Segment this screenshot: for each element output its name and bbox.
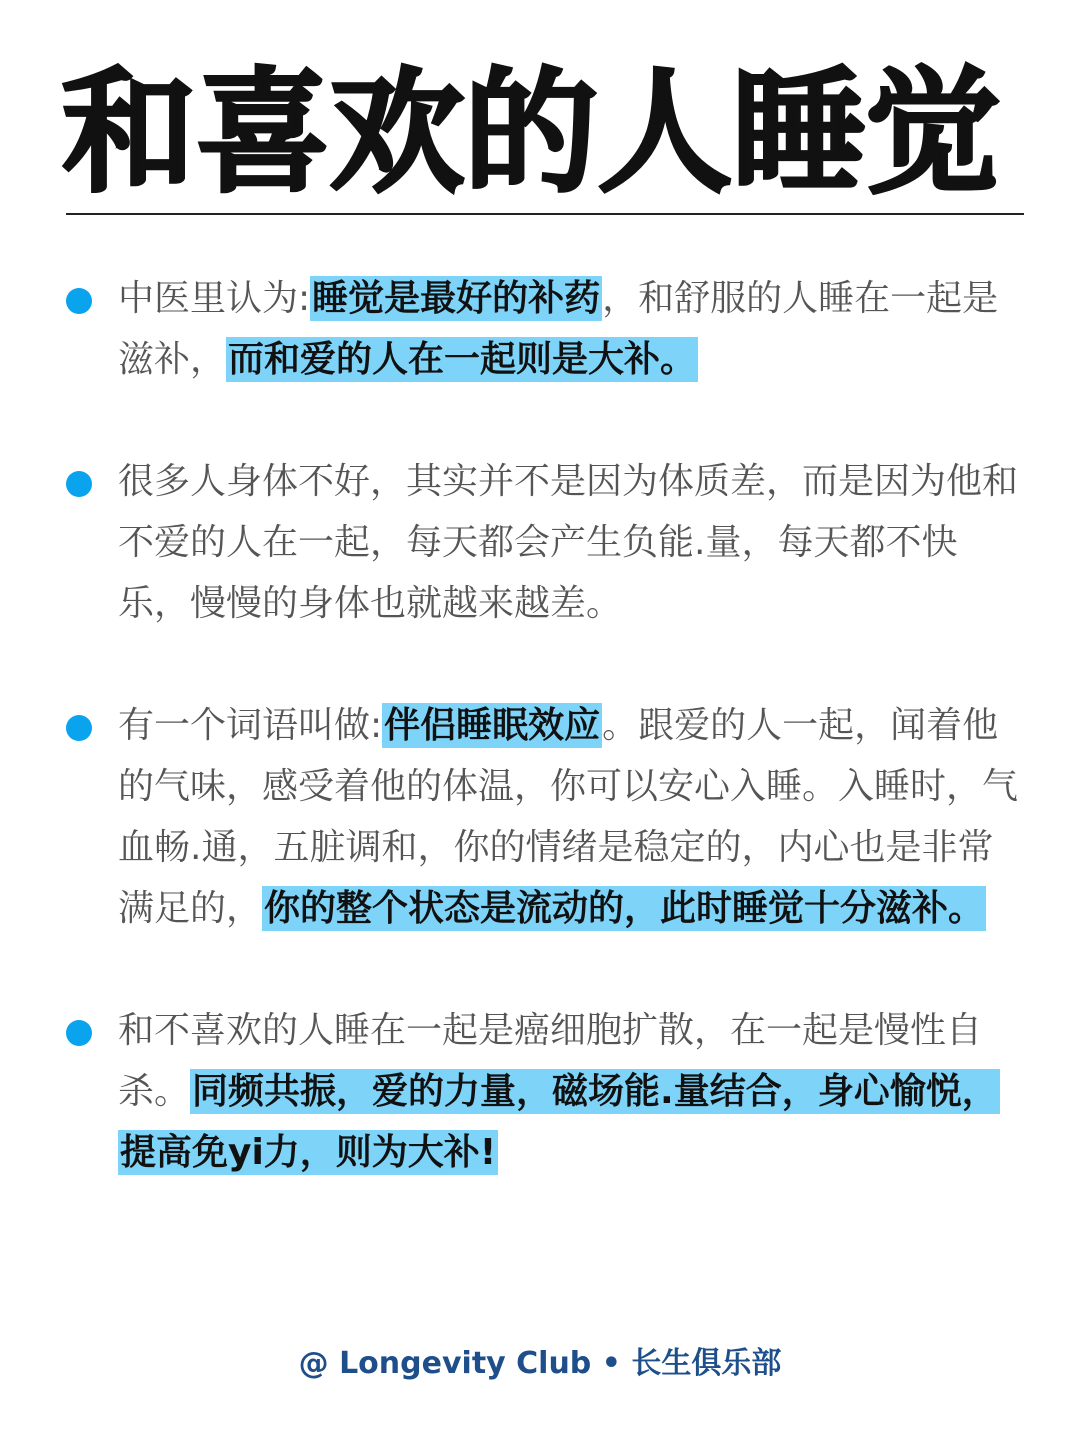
bullet-dot-icon [66,288,92,314]
bullet-dot-icon [66,715,92,741]
item-text-highlight: 同频共振，爱的力量，磁场能.量结合，身心愉悦，提高免yi力，则为大补! [120,1071,998,1173]
item-text-plain: ，和舒服的人睡在一起是滋补， [118,278,999,380]
item-text-plain: 中医里认为: [118,278,311,319]
item-text-highlight: 你的整个状态是流动的，此时睡觉十分滋补。 [264,888,985,929]
bullet-dot-icon [66,1020,92,1046]
item-text-plain: 有一个词语叫做: [118,705,383,746]
list-item [66,695,1026,939]
content-list [66,268,1026,1244]
item-text-highlight: 睡觉是最好的补药 [312,278,601,319]
item-text-plain: 和不喜欢的人睡在一起是癌细胞扩散，在一起是慢性自杀。 [118,1010,983,1112]
list-item [66,1000,1026,1183]
item-text-plain: 。跟爱的人一起，闻着他的气味，感受着他的体温，你可以安心入睡。入睡时，气血畅.通，五脏调和，你的情绪是稳定的，内心也是非常满足的， [118,705,1019,929]
item-text-highlight: 伴侣睡眠效应 [384,705,601,746]
list-item [66,451,1026,634]
item-text-plain: 很多人身体不好，其实并不是因为体质差，而是因为他和不爱的人在一起，每天都会产生负能.量，每天都不快乐，慢慢的身体也就越来越差。 [118,461,1019,624]
title-divider [66,213,1024,215]
page-title: 和喜欢的人睡觉 [62,55,1001,211]
list-item [66,268,1026,390]
item-text-highlight: 而和爱的人在一起则是大补。 [228,339,697,380]
bullet-dot-icon [66,471,92,497]
footer-credit: @ Longevity Club • 长生俱乐部 [298,1346,782,1381]
